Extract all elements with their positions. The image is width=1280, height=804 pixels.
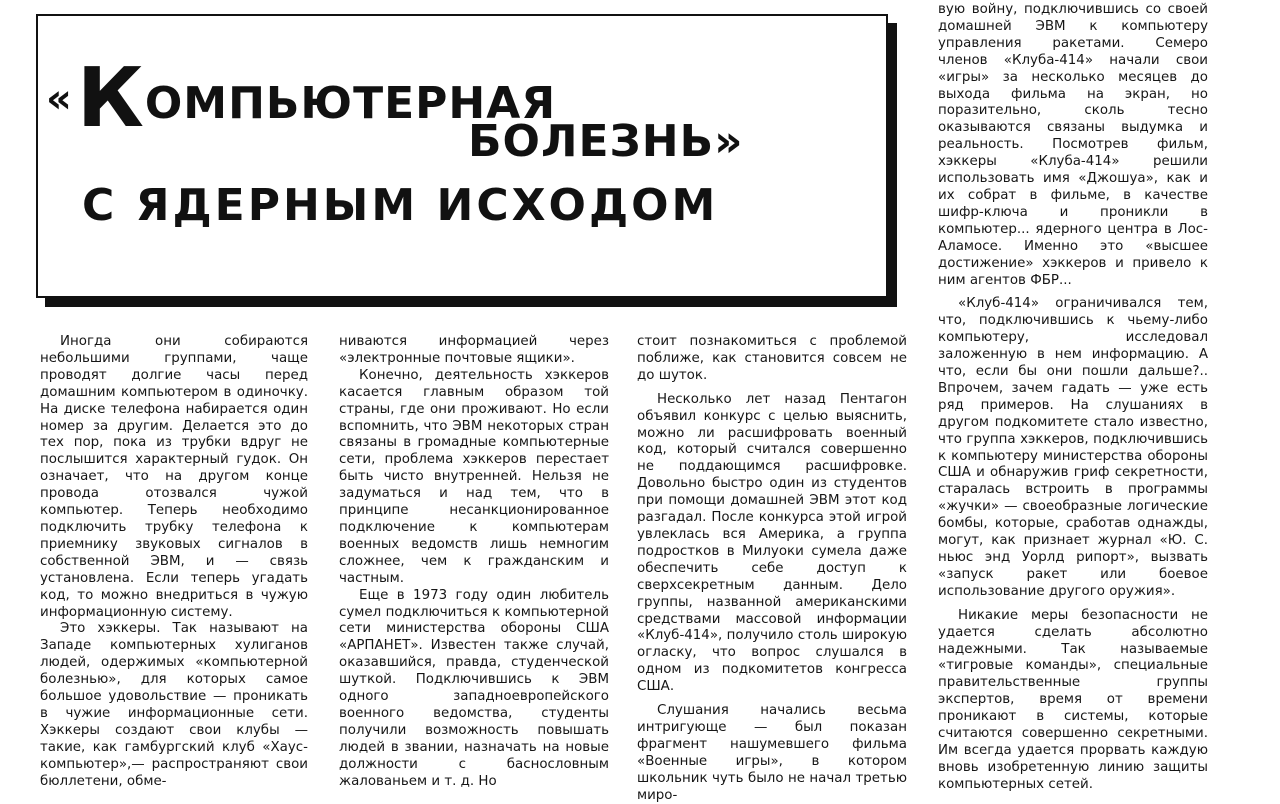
headline-line-2: БОЛЕЗНЬ» (468, 116, 744, 167)
paragraph: Еще в 1973 году один любитель сумел подключиться к компьютерной сети министерства обороны США «АРПАНЕТ». Известен также случай, оказавшийся, правда, студенческой шуткой. Подключившись к ЭВМ одного западноевропейского военного ведомства, студенты получили возможность повышать людей в звании, назначать на новые должности с баснословным жалованьем и т. д. Но (339, 587, 609, 789)
headline-box (36, 14, 888, 298)
paragraph-continued: стоит познакомиться с проблемой поближе, как становится совсем не до шуток. (637, 334, 907, 383)
paragraph: Это хэккеры. Так называют на Западе компьютерных хулиганов людей, одержимых «компьютерной болезнью», для которых самое большое удовольствие — проникать в чужие информационные сети. Хэккеры создают свои клубы — такие, как гамбургский клуб «Хаус-компьютер»,— распространяют свои бюллетени, обме- (40, 621, 308, 789)
article-column-1 (40, 334, 308, 790)
paragraph: Иногда они собираются небольшими группами, чаще проводят долгие часы перед домашним компьютером в одиночку. На диске телефона набирается один номер за другим. Делается это до тех пор, пока из трубки вдруг не послышится характерный гудок. Он означает, что на другом конце провода отозвался чужой компьютер. Теперь необходимо подключить трубку телефона к приемнику звуковых сигналов в собственной ЭВМ, и — связь установлена. Если теперь угадать код, то можно внедриться в чужую информационную систему. (40, 334, 308, 620)
paragraph: Слушания начались весьма интригующе — был показан фрагмент нашумевшего фильма «Военные игры», в котором школьник чуть было не начал третью миро- (637, 703, 907, 803)
headline-open-quote: « (46, 76, 73, 122)
headline-initial-letter: К (76, 51, 145, 146)
headline-line-1-text: ОМПЬЮТЕРНАЯ (144, 78, 557, 129)
headline-line-3: С ЯДЕРНЫМ ИСХОДОМ (82, 180, 719, 231)
article-column-4 (938, 2, 1208, 794)
paragraph-continued: вую войну, подключившись со своей домашней ЭВМ к компьютеру управления ракетами. Семеро членов «Клуба-414» начали свои «игры» за несколько месяцев до выхода фильма на экран, но поразительно, сколь тесно оказываются связаны выдумка и реальность. Посмотрев фильм, хэккеры «Клуба-414» решили использовать имя «Джошуа», как и их собрат в фильме, в качестве шифр-ключа и проникли в компьютер... ядерного центра в Лос-Аламосе. Именно это «высшее достижение» хэккеров и привело к ним агентов ФБР... (938, 2, 1208, 288)
article-column-2 (339, 334, 609, 790)
article-column-3 (637, 334, 907, 804)
paragraph: Конечно, деятельность хэккеров касается главным образом той страны, где они проживают. Но если вспомнить, что ЭВМ некоторых стран связаны в громадные компьютерные сети, проблема хэккеров перестает быть чисто внутренней. Нельзя не задуматься и над тем, что в принципе несанкционированное подключение к компьютерам военных ведомств лишь немногим сложнее, чем к гражданским и частным. (339, 367, 609, 586)
paragraph: Никакие меры безопасности не удается сделать абсолютно надежными. Так называемые «тигровые команды», специальные правительственные группы экспертов, время от времени проникают в системы, которые считаются совершенно секретными. Им всегда удается прорвать каждую вновь изобретенную линию защиты компьютерных сетей. (938, 607, 1208, 792)
paragraph-continued: ниваются информацией через «электронные почтовые ящики». (339, 334, 609, 366)
paragraph: «Клуб-414» ограничивался тем, что, подключившись к чьему-либо компьютеру, исследовал заложенную в нем информацию. А что, если бы они пошли дальше?.. Впрочем, зачем гадать — уже есть ряд примеров. На слушаниях в другом подкомитете стало известно, что группа хэккеров, подключившись к компьютеру министерства обороны США и обнаружив гриф секретности, старалась встроить в программы «жучки» — своеобразные логические бомбы, которые, сработав однажды, могут, как признает журнал «Ю. С. ньюс энд Уорлд рипорт», вызвать «запуск ракет или боевое использование другого оружия». (938, 296, 1208, 599)
paragraph: Несколько лет назад Пентагон объявил конкурс с целью выяснить, можно ли расшифровать военный код, который считался совершенно не поддающимся расшифровке. Довольно быстро один из студентов при помощи домашней ЭВМ этот код разгадал. После конкурса этой игрой увлеклась вся Америка, а группа подростков в Милуоки сумела даже обеспечить себе доступ к сверхсекретным данным. Дело группы, названной американскими средствами массовой информации «Клуб-414», получило столь широкую огласку, что вопрос слушался в одном из подкомитетов конгресса США. (637, 391, 907, 695)
